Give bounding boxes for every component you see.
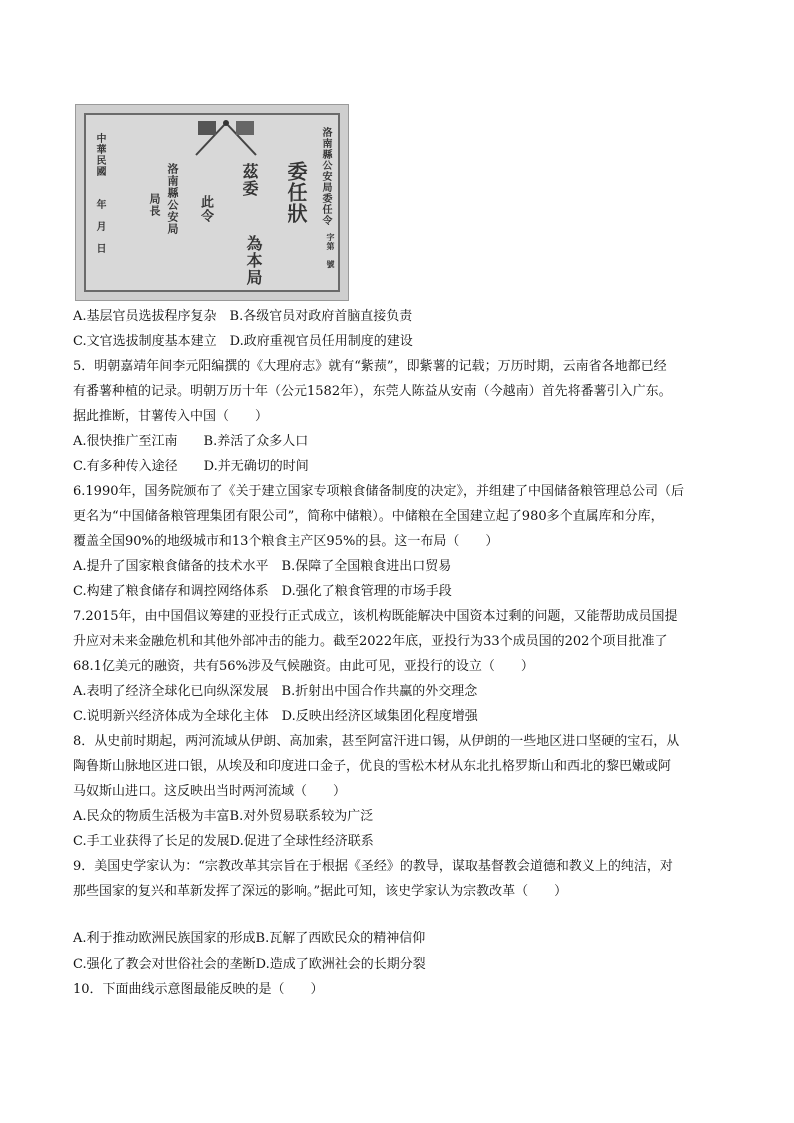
q9-option-a-b: A.利于推动欧洲民族国家的形成B.瓦解了西欧民众的精神信仰 [73, 931, 426, 946]
q7-option-c-d: C.说明新兴经济体成为全球化主体 D.反映出经济区域集团化程度增强 [73, 709, 478, 724]
q4-option-c-d: C.文官选拔制度基本建立 D.政府重视官员任用制度的建设 [73, 334, 413, 349]
q9-text-1: 9．美国史学家认为：“宗教改革其宗旨在于根据《圣经》的教导，谋取基督教会道德和教义上的纯洁，对 [73, 859, 673, 874]
certificate-header-column: 洛南縣公安局委任令 [320, 127, 331, 226]
q5-text-3: 据此推断，甘薯传入中国（ ） [73, 409, 269, 424]
q7-text-3: 68.1亿美元的融资，共有56%涉及气候融资。由此可见，亚投行的设立（ ） [73, 659, 534, 674]
q7-text-1: 7.2015年，由中国倡议筹建的亚投行正式成立，该机构既能解决中国资本过剩的问题，又能帮助成员国提 [73, 609, 678, 624]
q5-option-a-b: A.很快推广至江南 B.养活了众多人口 [73, 434, 309, 449]
q9-option-c-d: C.强化了教会对世俗社会的垄断D.造成了欧洲社会的长期分裂 [73, 957, 426, 972]
appointment-certificate-photo [75, 104, 349, 301]
certificate-title: 委任狀 [284, 161, 308, 224]
q6-option-a-b: A.提升了国家粮食储备的技术水平 B.保障了全国粮食进出口贸易 [73, 559, 452, 574]
certificate-name: 為本局 [244, 235, 263, 286]
q8-text-1: 8．从史前时期起，两河流域从伊朗、高加索，甚至阿富汗进口锡，从伊朗的一些地区进口坚硬的宝石，从 [73, 734, 680, 749]
q7-option-a-b: A.表明了经济全球化已向纵深发展 B.折射出中国合作共赢的外交理念 [73, 684, 478, 699]
certificate-frame [84, 113, 340, 292]
q6-option-c-d: C.构建了粮食储存和调控网络体系 D.强化了粮食管理的市场手段 [73, 584, 452, 599]
q5-option-c-d: C.有多种传入途径 D.并无确切的时间 [73, 459, 309, 474]
q6-text-3: 覆盖全国90%的地级城市和13个粮食主产区95%的县。这一布局（ ） [73, 534, 499, 549]
q8-option-a-b: A.民众的物质生活极为丰富B.对外贸易联系较为广泛 [73, 809, 374, 824]
certificate-appoint: 茲委 [240, 163, 259, 197]
q10-text: 10．下面曲线示意图最能反映的是（ ） [73, 982, 324, 997]
q5-text-1: 5．明朝嘉靖年间李元阳编撰的《大理府志》就有“紫蓣”，即紫薯的记载；万历时期，云南省各地都已经 [73, 359, 667, 374]
certificate-issuer: 洛南縣公安局 [166, 163, 179, 235]
q5-text-2: 有番薯种植的记录。明朝万历十年（公元1582年），东莞人陈益从安南（今越南）首先将番薯引入广东。 [73, 384, 672, 399]
q6-text-2: 更名为“中国储备粮管理集团有限公司”，简称中储粮）。中储粮在全国建立起了980多个直属库和分库， [73, 509, 664, 524]
q6-text-1: 6.1990年，国务院颁布了《关于建立国家专项粮食储备制度的决定》，并组建了中国储备粮管理总公司（后 [73, 484, 684, 499]
certificate-chief: 局長 [148, 193, 161, 217]
q7-text-2: 升应对未来金融危机和其他外部冲击的能力。截至2022年底，亚投行为33个成员国的202个项目批准了 [73, 634, 668, 649]
certificate-stamp: 字第 號 [326, 233, 336, 269]
q4-option-a-b: A.基层官员选拔程序复杂 B.各级官员对政府首脑直接负责 [73, 309, 413, 324]
q9-text-2: 那些国家的复兴和革新发挥了深远的影响。”据此可知，该史学家认为宗教改革（ ） [73, 884, 568, 899]
q8-option-c-d: C.手工业获得了长足的发展D.促进了全球性经济联系 [73, 834, 374, 849]
crossed-flags-icon [186, 117, 266, 157]
certificate-date-column: 中華民國 年 月 日 [94, 133, 105, 254]
q8-text-3: 马奴斯山进口。这反映出当时两河流域（ ） [73, 784, 347, 799]
certificate-order: 此令 [198, 195, 213, 223]
q8-text-2: 陶鲁斯山脉地区进口银，从埃及和印度进口金子，优良的雪松木材从东北扎格罗斯山和西北的黎巴嫩或阿 [73, 759, 672, 774]
